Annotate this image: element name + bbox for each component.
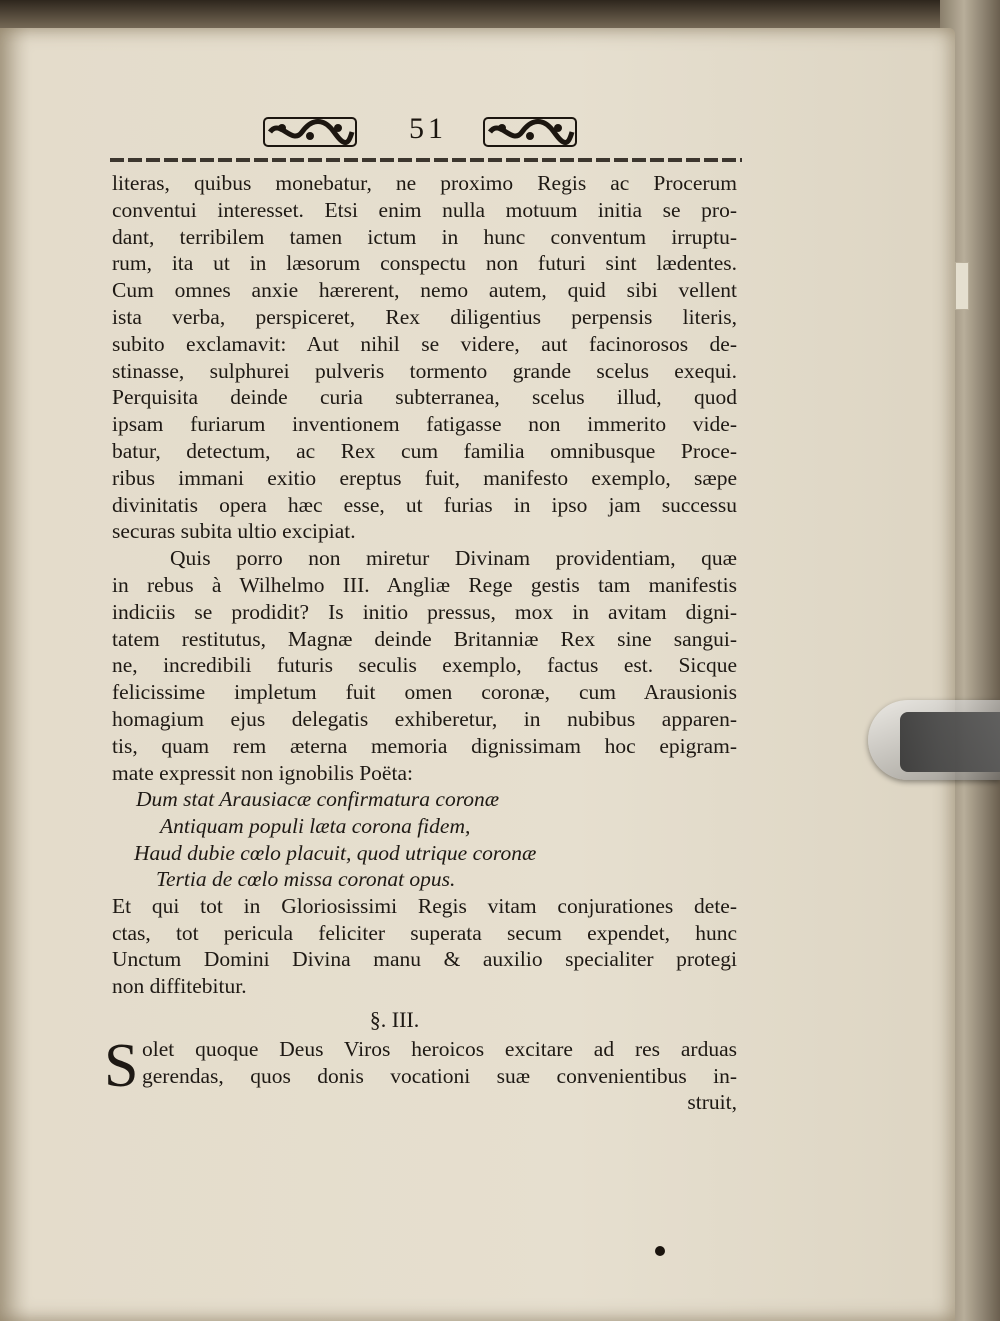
text-line: ipsam furiarum inventionem fatigasse non immerito vide- <box>112 412 737 437</box>
verse-line: Antiquam populi læta corona fidem, <box>160 813 471 838</box>
text-line: in rebus à Wilhelmo III. Angliæ Rege gestis tam manifestis <box>112 572 737 597</box>
book-page <box>0 28 955 1321</box>
text-line: securas subita ultio excipiat. <box>112 519 356 544</box>
page-text <box>104 170 737 1116</box>
text-line: Perquisita deinde curia subterranea, scelus illud, quod <box>112 385 737 410</box>
text-line: conventui interesset. Etsi enim nulla motuum initia se pro- <box>112 197 737 222</box>
header-rule <box>110 158 742 162</box>
drop-cap: S <box>104 1031 139 1100</box>
paragraph-2 <box>112 545 737 786</box>
epigram-verse <box>112 786 737 892</box>
text-line: ne, incredibili futuris seculis exemplo, factus est. Sicque <box>112 653 737 678</box>
verse-line: Dum stat Arausiacæ confirmatura coronæ <box>136 787 500 812</box>
text-line: mate expressit non ignobilis Poëta: <box>112 760 413 785</box>
ink-spot <box>655 1246 665 1256</box>
text-line: tatem restitutus, Magnæ deinde Britanniæ Rex sine sangui- <box>112 626 737 651</box>
text-line: Et qui tot in Gloriosissimi Regis vitam conjurationes dete- <box>112 893 737 918</box>
text-line: literas, quibus monebatur, ne proximo Regis ac Procerum <box>112 171 737 195</box>
text-line: Unctum Domini Divina manu & auxilio specialiter protegi <box>112 947 737 972</box>
text-line: divinitatis opera hæc esse, ut furias in ipso jam successu <box>112 492 737 517</box>
text-line: gerendas, quos donis vocationi suæ convenientibus in- <box>142 1063 737 1088</box>
text-line: Cum omnes anxie hærerent, nemo autem, quid sibi vellent <box>112 278 737 303</box>
ornament-icon-left <box>262 114 358 150</box>
paragraph-1 <box>112 170 737 545</box>
text-line: non diffitebitur. <box>112 974 247 999</box>
text-line: felicissime impletum fuit omen coronæ, cum Arausionis <box>112 680 737 705</box>
text-line: Quis porro non miretur Divinam providentiam, quæ <box>170 546 737 571</box>
page-number: 51 <box>409 112 447 145</box>
page-header <box>0 108 955 158</box>
page-clip-bar <box>900 712 1000 772</box>
text-line: ribus immani exitio ereptus fuit, manifesto exemplo, sæpe <box>112 465 737 490</box>
ornament-icon-right <box>482 114 578 150</box>
text-line: subito exclamavit: Aut nihil se videre, aut facinorosos de- <box>112 331 737 356</box>
paragraph-4 <box>104 1031 737 1100</box>
text-line: batur, detectum, ac Rex cum familia omnibusque Proce- <box>112 438 737 463</box>
text-line: dant, terribilem tamen ictum in hunc conventum irruptu- <box>112 224 737 249</box>
text-line: olet quoque Deus Viros heroicos excitare ad res arduas <box>142 1036 737 1061</box>
text-line: ctas, tot pericula feliciter superata secum expendet, hunc <box>112 920 737 945</box>
text-line: ista verba, perspiceret, Rex diligentius perpensis literis, <box>112 304 737 329</box>
paragraph-3 <box>112 893 737 1000</box>
text-line: homagium ejus delegatis exhiberetur, in nubibus apparen- <box>112 706 737 731</box>
verse-line: Haud dubie cœlo placuit, quod utrique coronæ <box>134 840 537 865</box>
text-line: indiciis se prodidit? Is initio pressus, mox in avitam digni- <box>112 599 737 624</box>
text-line: stinasse, sulphurei pulveris tormento grande scelus exequi. <box>112 358 737 383</box>
page-tab-marker <box>955 262 969 310</box>
section-title: §. III. <box>369 1006 420 1032</box>
text-line: tis, quam rem æterna memoria dignissimam hoc epigram- <box>112 733 737 758</box>
verse-line: Tertia de cœlo missa coronat opus. <box>156 867 456 892</box>
text-line: rum, ita ut in læsorum conspectu non futuri sint lædentes. <box>112 251 737 276</box>
catchword: struit, <box>687 1090 737 1115</box>
